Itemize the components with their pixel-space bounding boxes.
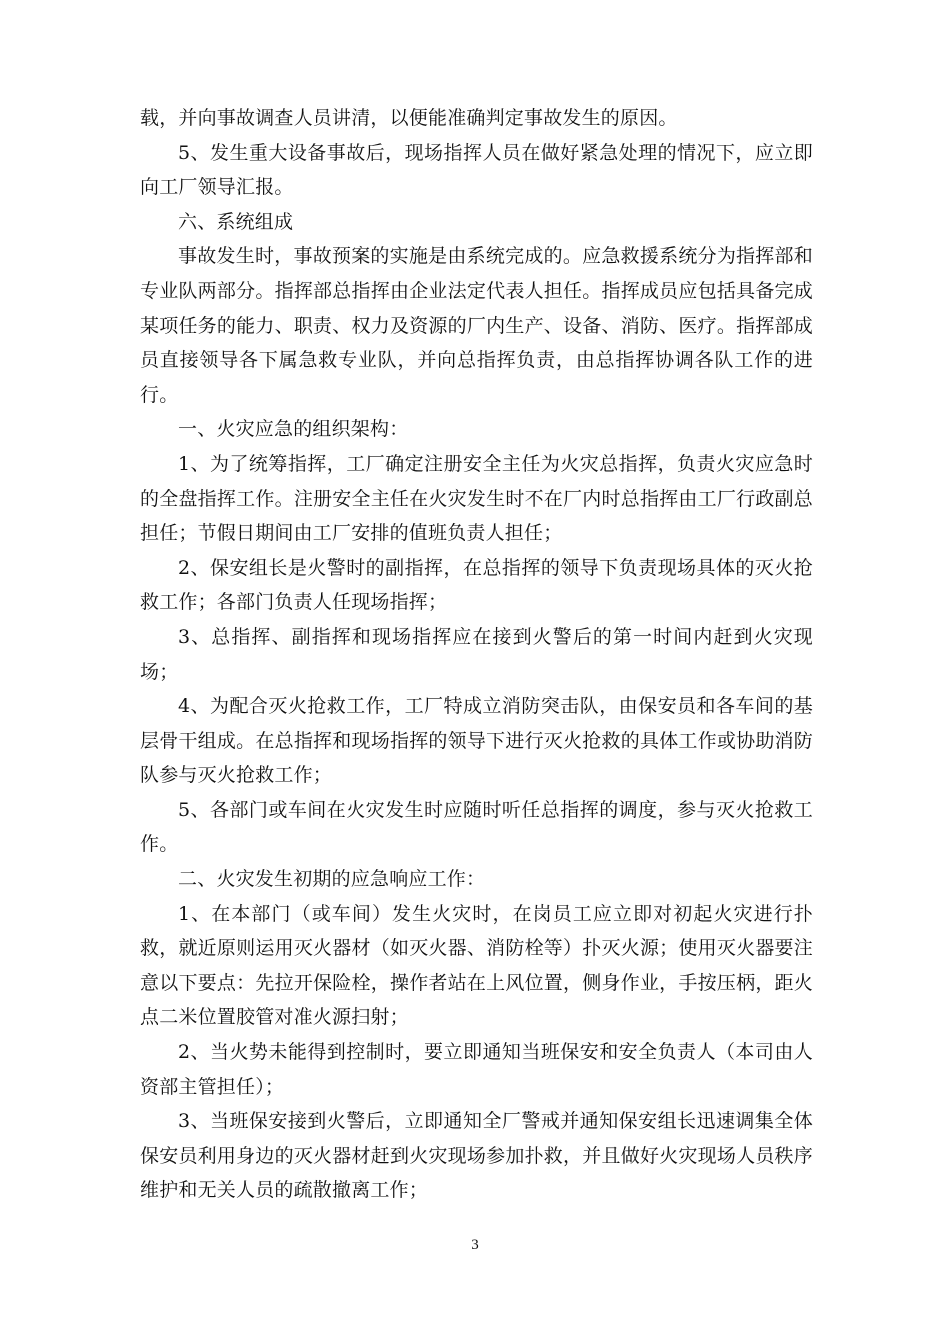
- paragraph-fire-item-5: 5、各部门或车间在火灾发生时应随时听任总指挥的调度，参与灭火抢救工作。: [140, 798, 813, 856]
- section-heading-system-composition: 六、系统组成: [178, 210, 294, 233]
- paragraph-continuation: 载，并向事故调查人员讲清，以便能准确判定事故发生的原因。: [140, 107, 678, 129]
- paragraph-system-description: 事故发生时，事故预案的实施是由系统完成的。应急救援系统分为指挥部和专业队两部分。指挥部总指挥由企业法定代表人担任。指挥成员应包括具备完成某项任务的能力、职责、权力及资源的厂内生产、设备、消防、医疗。指挥部成员直接领导各下属急救专业队，并向总指挥负责，由总指挥协调各队工作的进行。: [140, 245, 813, 406]
- paragraph-fire-item-1: 1、为了统筹指挥，工厂确定注册安全主任为火灾总指挥，负责火灾应急时的全盘指挥工作。注册安全主任在火灾发生时不在厂内时总指挥由工厂行政副总担任；节假日期间由工厂安排的值班负责人担任；: [140, 452, 813, 545]
- section-heading-initial-response: 二、火灾发生初期的应急响应工作：: [178, 868, 486, 891]
- paragraph-response-item-3: 3、当班保安接到火警后，立即通知全厂警戒并通知保安组长迅速调集全体保安员利用身边的灭火器材赶到火灾现场参加扑救，并且做好火灾现场人员秩序维护和无关人员的疏散撤离工作；: [140, 1110, 813, 1202]
- document-body: [140, 101, 813, 1208]
- section-heading-fire-organization: 一、火灾应急的组织架构：: [178, 418, 409, 441]
- paragraph-fire-item-3: 3、总指挥、副指挥和现场指挥应在接到火警后的第一时间内赶到火灾现场；: [140, 625, 813, 683]
- page-number: 3: [471, 1237, 479, 1253]
- paragraph-fire-item-4: 4、为配合灭火抢救工作，工厂特成立消防突击队，由保安员和各车间的基层骨干组成。在总指挥和现场指挥的领导下进行灭火抢救的具体工作或协助消防队参与灭火抢救工作；: [140, 695, 813, 787]
- paragraph-item-5-equipment-accident: 5、发生重大设备事故后，现场指挥人员在做好紧急处理的情况下，应立即向工厂领导汇报。: [140, 141, 813, 199]
- paragraph-response-item-2: 2、当火势未能得到控制时，要立即通知当班保安和安全负责人（本司由人资部主管担任）；: [140, 1041, 813, 1098]
- paragraph-fire-item-2: 2、保安组长是火警时的副指挥，在总指挥的领导下负责现场具体的灭火抢救工作；各部门负责人任现场指挥；: [140, 556, 813, 614]
- paragraph-response-item-1: 1、在本部门（或车间）发生火灾时，在岗员工应立即对初起火灾进行扑救，就近原则运用灭火器材（如灭火器、消防栓等）扑灭火源；使用灭火器要注意以下要点：先拉开保险栓，操作者站在上风位置，侧身作业，手按压柄，距火点二米位置胶管对准火源扫射；: [140, 902, 813, 1029]
